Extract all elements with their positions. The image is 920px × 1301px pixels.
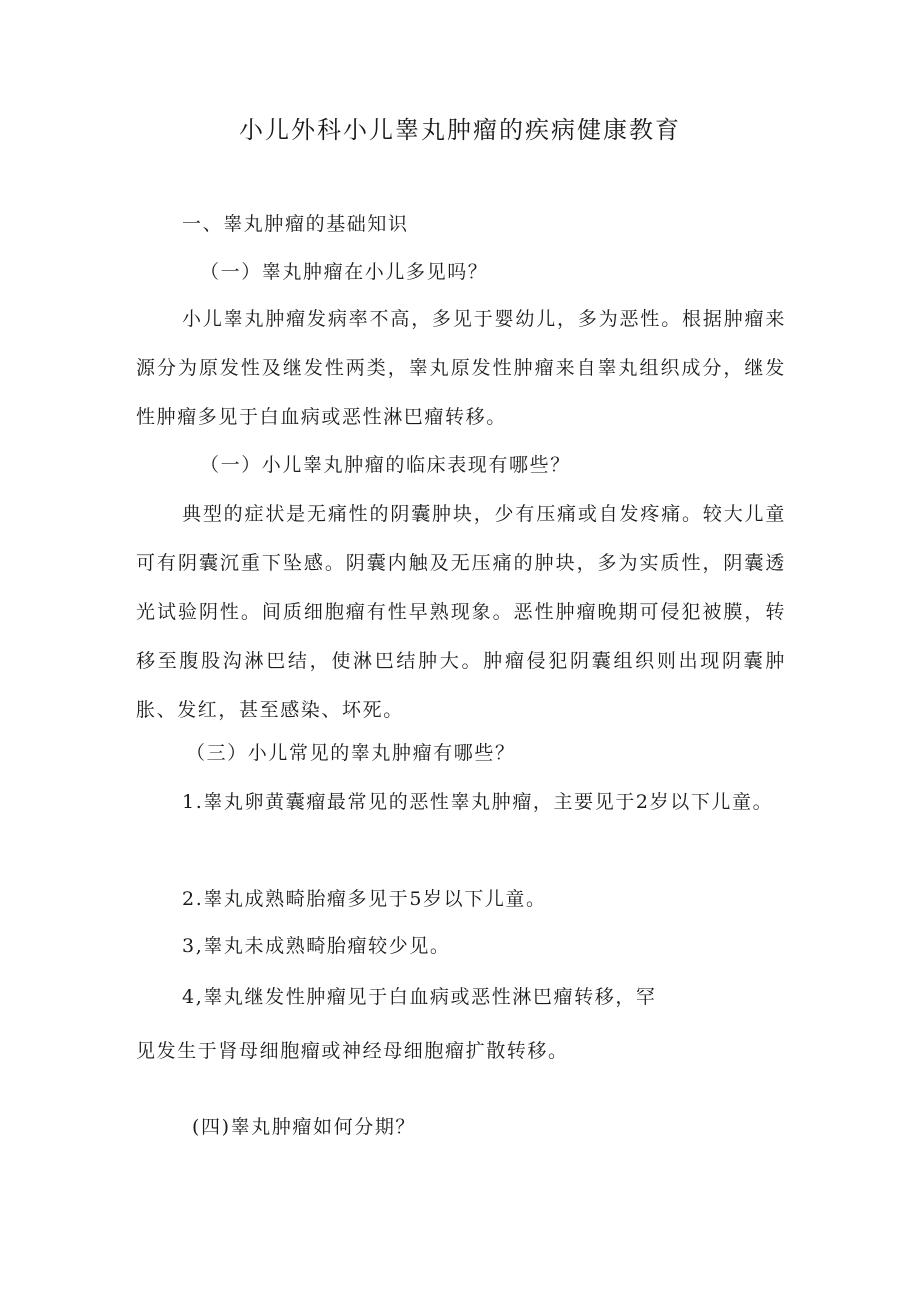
question-heading-symptoms: （一）小儿睾丸肿瘤的临床表现有哪些？	[200, 454, 571, 476]
page-title: 小儿外科小儿睾丸肿瘤的疾病健康教育	[239, 116, 681, 144]
list-item-secondary-tumor-continued: 见发生于肾母细胞瘤或神经母细胞瘤扩散转移。	[136, 1040, 569, 1062]
list-item-immature-teratoma: 3,睾丸未成熟畸胎瘤较少见。	[182, 935, 451, 957]
question-heading-staging: (四)睾丸肿瘤如何分期？	[192, 1116, 417, 1138]
list-item-secondary-tumor: 4,睾丸继发性肿瘤见于白血病或恶性淋巴瘤转移，罕	[182, 986, 657, 1008]
paragraph-symptoms: 典型的症状是无痛性的阴囊肿块，少有压痛或自发疼痛。较大儿童可有阴囊沉重下坠感。阴囊内触及无压痛的肿块，多为实质性，阴囊透光试验阴性。间质细胞瘤有性早熟现象。恶性肿瘤晚期可侵犯被膜，转移至腹股沟淋巴结，使淋巴结肿大。肿瘤侵犯阴囊组织则出现阴囊肿胀、发红，甚至感染、坏死。	[136, 503, 786, 721]
paragraph-prevalence: 小儿睾丸肿瘤发病率不高，多见于婴幼儿，多为恶性。根据肿瘤来源分为原发性及继发性两类，睾丸原发性肿瘤来自睾丸组织成分，继发性肿瘤多见于白血病或恶性淋巴瘤转移。	[136, 308, 786, 428]
question-heading-common-types: （三）小儿常见的睾丸肿瘤有哪些？	[186, 742, 516, 764]
question-heading-prevalence: （一）睾丸肿瘤在小儿多见吗？	[200, 261, 489, 283]
list-item-mature-teratoma: 2.睾丸成熟畸胎瘤多见于5岁以下儿童。	[182, 888, 547, 910]
list-item-yolk-sac-tumor: 1.睾丸卵黄囊瘤最常见的恶性睾丸肿瘤，主要见于2岁以下儿童。	[182, 791, 774, 813]
section-heading-basics: 一、睾丸肿瘤的基础知识	[182, 213, 409, 235]
